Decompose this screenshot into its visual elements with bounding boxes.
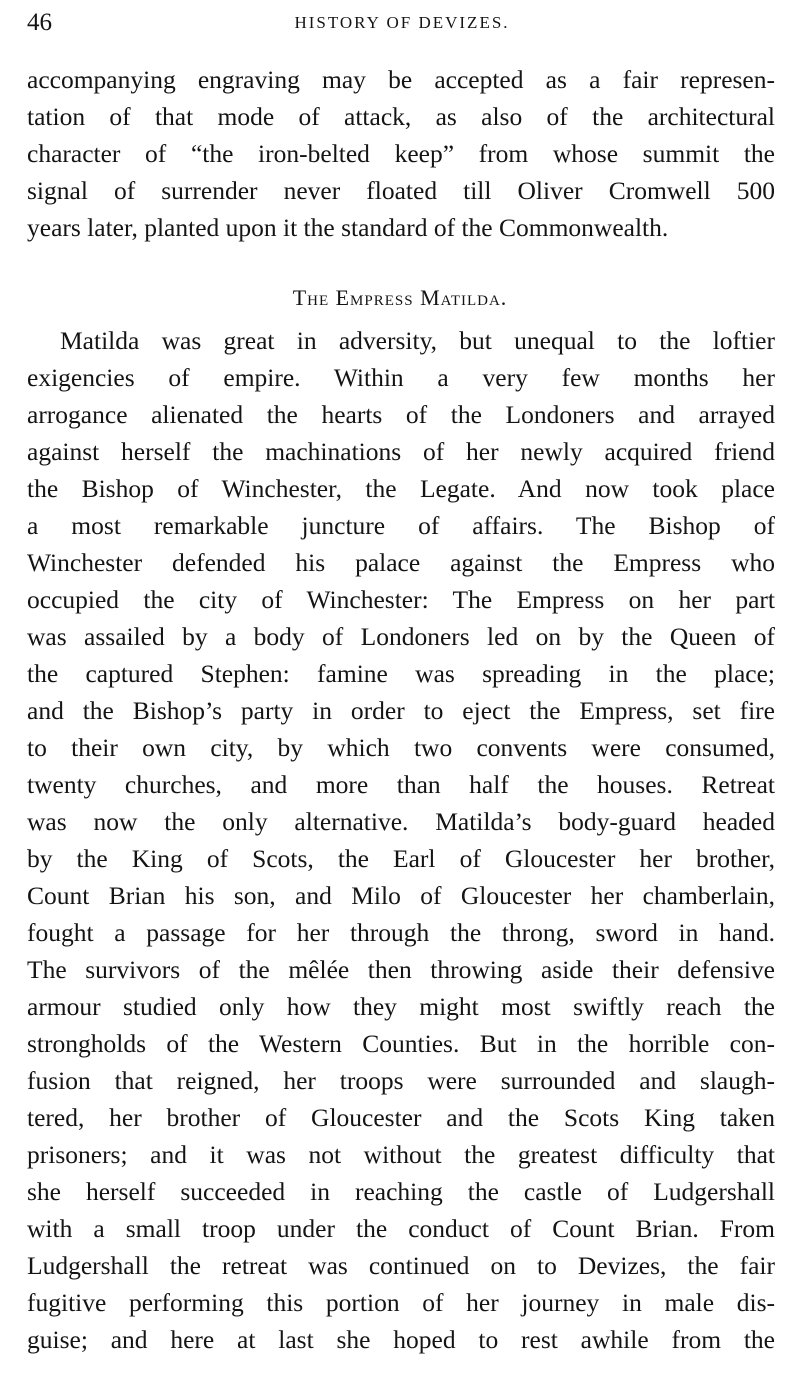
text-line: fought a passage for her through the throng, sword in hand. xyxy=(27,918,775,947)
section-heading: The Empress Matilda. xyxy=(292,285,508,310)
text-line: years later, planted upon it the standard of the Commonwealth. xyxy=(27,213,669,242)
text-line: exigencies of empire. Within a very few months her xyxy=(27,363,775,392)
text-line: Winchester defended his palace against the Empress who xyxy=(27,548,775,577)
text-line: was assailed by a body of Londoners led on by the Queen of xyxy=(27,622,775,651)
page-header xyxy=(27,6,777,40)
text-line: arrogance alienated the hearts of the Londoners and arrayed xyxy=(27,400,775,429)
text-line: The survivors of the mêlée then throwing aside their defensive xyxy=(27,955,775,984)
text-line: with a small troop under the conduct of Count Brian. From xyxy=(27,1214,775,1243)
text-line: tered, her brother of Gloucester and the Scots King taken xyxy=(27,1103,775,1132)
text-line: a most remarkable juncture of affairs. The Bishop of xyxy=(27,511,775,540)
text-line: occupied the city of Winchester: The Empress on her part xyxy=(27,585,775,614)
text-line: fugitive performing this portion of her journey in male dis- xyxy=(27,1288,775,1317)
text-line: character of “the iron-belted keep” from whose summit the xyxy=(27,139,775,168)
text-line: strongholds of the Western Counties. But in the horrible con- xyxy=(27,1029,775,1058)
text-line: tation of that mode of attack, as also of the architectural xyxy=(27,102,775,131)
text-line: the captured Stephen: famine was spreading in the place; xyxy=(27,659,775,688)
text-line: to their own city, by which two convents were consumed, xyxy=(27,733,775,762)
text-line: was now the only alternative. Matilda’s body-guard headed xyxy=(27,807,775,836)
text-line: Matilda was great in adversity, but unequal to the loftier xyxy=(60,326,775,355)
text-line: signal of surrender never floated till Oliver Cromwell 500 xyxy=(27,176,775,205)
text-line: against herself the machinations of her newly acquired friend xyxy=(27,437,775,466)
text-line: and the Bishop’s party in order to eject the Empress, set fire xyxy=(27,696,775,725)
text-line: twenty churches, and more than half the houses. Retreat xyxy=(27,770,775,799)
running-head: HISTORY OF DEVIZES. xyxy=(294,13,510,32)
text-line: accompanying engraving may be accepted as a fair represen- xyxy=(27,65,775,94)
text-line: guise; and here at last she hoped to rest awhile from the xyxy=(27,1325,775,1354)
text-line: she herself succeeded in reaching the castle of Ludgershall xyxy=(27,1177,775,1206)
page-number: 46 xyxy=(27,9,52,36)
text-line: armour studied only how they might most swiftly reach the xyxy=(27,992,775,1021)
text-line: prisoners; and it was not without the greatest difficulty that xyxy=(27,1140,775,1169)
text-line: the Bishop of Winchester, the Legate. And now took place xyxy=(27,474,775,503)
text-line: fusion that reigned, her troops were surrounded and slaugh- xyxy=(27,1066,775,1095)
text-line: by the King of Scots, the Earl of Gloucester her brother, xyxy=(27,844,775,873)
text-line: Ludgershall the retreat was continued on to Devizes, the fair xyxy=(27,1251,775,1280)
text-line: Count Brian his son, and Milo of Gloucester her chamberlain, xyxy=(27,881,775,910)
